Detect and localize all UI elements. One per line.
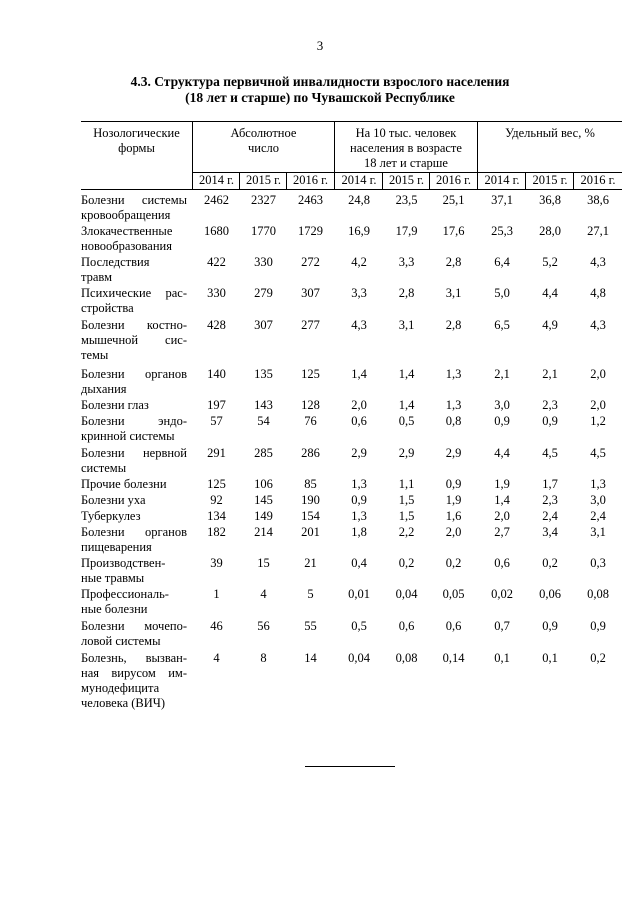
- table-cell: 2,0: [590, 367, 606, 381]
- table-cell: 125: [301, 367, 320, 381]
- table-cell: 2,1: [494, 367, 510, 381]
- table-cell: 1,6: [445, 509, 462, 523]
- header-year: 2015 г.: [532, 173, 568, 187]
- table-cell: 76: [304, 414, 317, 428]
- table-cell: 106: [254, 477, 273, 491]
- row-label: [81, 318, 187, 363]
- table-cell: 4: [260, 587, 267, 601]
- row-label-line: Болезни системы: [81, 193, 187, 207]
- table-cell: 25,1: [442, 193, 465, 207]
- table-cell: 330: [254, 255, 273, 269]
- table-cell: 2,0: [590, 398, 606, 412]
- table-cell: 21: [304, 556, 317, 570]
- table-cell: 134: [207, 509, 226, 523]
- table-cell: 4,4: [542, 286, 558, 300]
- page-number: 3: [316, 38, 324, 53]
- table-cell: 38,6: [587, 193, 609, 207]
- table-cell: 2,8: [398, 286, 415, 300]
- table-cell: 55: [304, 619, 317, 633]
- table-cell: 2,9: [445, 446, 462, 460]
- header-absolute: [193, 126, 334, 156]
- table-cell: 0,08: [395, 651, 418, 665]
- table-cell: 3,1: [445, 286, 462, 300]
- table-cell: 2,4: [542, 509, 558, 523]
- row-label-line: человека (ВИЧ): [81, 696, 166, 710]
- table-cell: 0,2: [542, 556, 558, 570]
- table-cell: 1,1: [398, 477, 415, 491]
- row-label: [81, 286, 187, 316]
- row-label-line: Болезни органов: [81, 525, 187, 539]
- table-cell: 2,0: [494, 509, 510, 523]
- table-cell: 330: [207, 286, 226, 300]
- table-cell: 2327: [251, 193, 276, 207]
- header-nosology-line: Нозологические: [93, 126, 180, 140]
- table-cell: 201: [301, 525, 320, 539]
- table-cell: 0,2: [445, 556, 462, 570]
- table-cell: 4,5: [590, 446, 606, 460]
- table-title: [0, 74, 640, 106]
- row-label: [81, 587, 187, 617]
- table-cell: 1,4: [494, 493, 510, 507]
- row-label-line: ные травмы: [81, 571, 145, 585]
- table-cell: 3,3: [351, 286, 367, 300]
- row-label: [81, 255, 187, 285]
- table-cell: 214: [254, 525, 273, 539]
- header-share: [478, 126, 622, 141]
- table-cell: 23,5: [395, 193, 418, 207]
- row-label: [81, 446, 187, 476]
- table-cell: 143: [254, 398, 273, 412]
- row-label-line: Болезни глаз: [81, 398, 149, 412]
- table-cell: 0,6: [445, 619, 462, 633]
- table-cell: 36,8: [539, 193, 561, 207]
- row-label-line: Болезни нервной: [81, 446, 187, 460]
- table-cell: 0,2: [590, 651, 606, 665]
- table-cell: 1,3: [351, 509, 367, 523]
- row-label-line: Болезни эндо-: [81, 414, 187, 428]
- table-cell: 1770: [251, 224, 276, 238]
- table-cell: 291: [207, 446, 226, 460]
- header-year: 2015 г.: [389, 173, 424, 187]
- header-absolute-line: число: [247, 141, 279, 155]
- header-nosology: [81, 126, 192, 156]
- table-cell: 4,8: [590, 286, 606, 300]
- row-label-line: ные болезни: [81, 602, 148, 616]
- table-cell: 2462: [204, 193, 229, 207]
- table-cell: 0,14: [442, 651, 465, 665]
- header-absolute-line: Абсолютное: [230, 126, 297, 140]
- table-cell: 307: [301, 286, 320, 300]
- table-cell: 85: [304, 477, 317, 491]
- table-cell: 0,01: [348, 587, 370, 601]
- table-cell: 2,0: [351, 398, 367, 412]
- table-cell: 0,4: [351, 556, 367, 570]
- table-cell: 5: [307, 587, 314, 601]
- row-label-line: Производствен-: [81, 556, 166, 570]
- row-label-line: Психические рас-: [81, 286, 187, 300]
- table-cell: 17,9: [395, 224, 418, 238]
- row-label-line: кровообращения: [81, 208, 171, 222]
- table-cell: 2,9: [398, 446, 415, 460]
- table-cell: 1,4: [351, 367, 367, 381]
- table-cell: 4,3: [351, 318, 367, 332]
- header-per-10k-line: 18 лет и старше: [364, 156, 448, 170]
- table-cell: 1,5: [398, 509, 415, 523]
- header-share-line: Удельный вес, %: [505, 126, 595, 140]
- table-cell: 2,3: [542, 493, 558, 507]
- table-cell: 0,3: [590, 556, 606, 570]
- table-cell: 2,8: [445, 255, 462, 269]
- table-cell: 197: [207, 398, 226, 412]
- table-cell: 1,3: [351, 477, 367, 491]
- row-label: [81, 493, 187, 508]
- table-cell: 149: [254, 509, 273, 523]
- table-cell: 16,9: [348, 224, 370, 238]
- header-year: 2014 г.: [484, 173, 520, 187]
- row-label-line: Болезни костно-: [81, 318, 187, 332]
- table-cell: 1,3: [445, 367, 462, 381]
- table-cell: 422: [207, 255, 226, 269]
- table-cell: 2,7: [494, 525, 510, 539]
- table-cell: 4,3: [590, 318, 606, 332]
- table-cell: 4,5: [542, 446, 558, 460]
- table-cell: 27,1: [587, 224, 609, 238]
- table-cell: 54: [257, 414, 270, 428]
- table-cell: 28,0: [539, 224, 561, 238]
- table-cell: 1680: [204, 224, 229, 238]
- row-label: [81, 224, 187, 254]
- table-cell: 0,6: [351, 414, 367, 428]
- table-cell: 0,9: [494, 414, 510, 428]
- table-cell: 285: [254, 446, 273, 460]
- table-cell: 37,1: [491, 193, 513, 207]
- table-cell: 17,6: [442, 224, 465, 238]
- row-label: [81, 509, 187, 524]
- table-cell: 0,9: [445, 477, 462, 491]
- table-cell: 0,6: [398, 619, 415, 633]
- table-cell: 3,3: [398, 255, 415, 269]
- table-cell: 56: [257, 619, 270, 633]
- table-cell: 4,4: [494, 446, 510, 460]
- row-label: [81, 367, 187, 397]
- table-cell: 277: [301, 318, 320, 332]
- table-cell: 1: [213, 587, 220, 601]
- header-year: 2015 г.: [246, 173, 281, 187]
- table-cell: 0,05: [442, 587, 465, 601]
- table-cell: 3,0: [590, 493, 606, 507]
- table-cell: 0,5: [398, 414, 415, 428]
- header-year: 2016 г.: [580, 173, 616, 187]
- table-cell: 2463: [298, 193, 323, 207]
- table-cell: 1,2: [590, 414, 606, 428]
- table-cell: 2,9: [351, 446, 367, 460]
- table-cell: 1,5: [398, 493, 415, 507]
- table-cell: 1,3: [590, 477, 606, 491]
- table-cell: 3,1: [398, 318, 415, 332]
- table-cell: 1,3: [445, 398, 462, 412]
- table-cell: 6,5: [494, 318, 510, 332]
- row-label-line: мышечной сис-: [81, 333, 187, 347]
- table-cell: 0,06: [539, 587, 561, 601]
- table-cell: 46: [210, 619, 223, 633]
- table-cell: 24,8: [348, 193, 370, 207]
- table-cell: 3,0: [494, 398, 510, 412]
- header-year: 2016 г.: [436, 173, 471, 187]
- row-label: [81, 398, 187, 413]
- table-cell: 15: [257, 556, 270, 570]
- table-cell: 0,9: [590, 619, 606, 633]
- table-cell: 190: [301, 493, 320, 507]
- header-per-10k: [335, 126, 477, 171]
- table-cell: 5,2: [542, 255, 558, 269]
- table-cell: 1,4: [398, 398, 415, 412]
- table-cell: 0,02: [491, 587, 513, 601]
- table-cell: 8: [260, 651, 267, 665]
- row-label-line: новообразования: [81, 239, 172, 253]
- table-cell: 0,7: [494, 619, 510, 633]
- table-cell: 307: [254, 318, 273, 332]
- title-line-2: (18 лет и старше) по Чувашской Республике: [185, 90, 455, 105]
- table-cell: 128: [301, 398, 320, 412]
- row-label-line: Последствия: [81, 255, 150, 269]
- table-cell: 5,0: [494, 286, 510, 300]
- table-cell: 2,4: [590, 509, 606, 523]
- header-per-10k-line: населения в возрасте: [350, 141, 462, 155]
- table-cell: 0,8: [445, 414, 462, 428]
- row-label-line: темы: [81, 348, 109, 362]
- table-cell: 57: [210, 414, 223, 428]
- table-cell: 286: [301, 446, 320, 460]
- row-label-line: мунодефицита: [81, 681, 160, 695]
- table-cell: 0,04: [348, 651, 370, 665]
- table-cell: 0,5: [351, 619, 367, 633]
- row-label-line: Профессиональ-: [81, 587, 169, 601]
- header-year: 2014 г.: [341, 173, 377, 187]
- row-label-line: системы: [81, 461, 127, 475]
- table-cell: 1,9: [494, 477, 510, 491]
- row-label-line: Болезни уха: [81, 493, 146, 507]
- table-cell: 92: [210, 493, 223, 507]
- row-label: [81, 525, 187, 555]
- row-label-line: стройства: [81, 301, 134, 315]
- header-nosology-line: формы: [118, 141, 155, 155]
- row-label-line: ловой системы: [81, 634, 161, 648]
- table-cell: 0,9: [542, 619, 558, 633]
- table-cell: 4,3: [590, 255, 606, 269]
- table-cell: 0,08: [587, 587, 609, 601]
- title-line-1: 4.3. Структура первичной инвалидности взрослого населения: [130, 74, 510, 89]
- table-cell: 2,1: [542, 367, 558, 381]
- table-cell: 2,2: [398, 525, 415, 539]
- table-cell: 6,4: [494, 255, 510, 269]
- table-cell: 0,1: [494, 651, 510, 665]
- table-cell: 1,9: [445, 493, 462, 507]
- row-label: [81, 414, 187, 444]
- footer-rule: [305, 766, 395, 767]
- table-cell: 4,9: [542, 318, 558, 332]
- row-label-line: Злокачественные: [81, 224, 173, 238]
- table-cell: 1,4: [398, 367, 415, 381]
- table-cell: 0,04: [395, 587, 418, 601]
- table-cell: 279: [254, 286, 273, 300]
- header-year: 2016 г.: [293, 173, 328, 187]
- header-year: 2014 г.: [199, 173, 234, 187]
- row-label-line: травм: [81, 270, 113, 284]
- row-label: [81, 556, 187, 586]
- table-cell: 0,9: [351, 493, 367, 507]
- row-label: [81, 193, 187, 223]
- table-cell: 1,7: [542, 477, 558, 491]
- row-label-line: Прочие болезни: [81, 477, 167, 491]
- table-cell: 4: [213, 651, 220, 665]
- table-cell: 3,4: [542, 525, 558, 539]
- table-cell: 0,1: [542, 651, 558, 665]
- row-label-line: пищеварения: [81, 540, 152, 554]
- table-cell: 140: [207, 367, 226, 381]
- table-cell: 2,0: [445, 525, 462, 539]
- table-cell: 135: [254, 367, 273, 381]
- row-label: [81, 477, 187, 492]
- row-label-line: Болезни органов: [81, 367, 187, 381]
- table-cell: 3,1: [590, 525, 606, 539]
- row-label-line: Болезнь, вызван-: [81, 651, 187, 665]
- table-cell: 0,2: [398, 556, 415, 570]
- row-label: [81, 619, 187, 649]
- table-cell: 145: [254, 493, 273, 507]
- table-cell: 25,3: [491, 224, 513, 238]
- row-label: [81, 651, 187, 711]
- table-cell: 2,8: [445, 318, 462, 332]
- table-cell: 2,3: [542, 398, 558, 412]
- row-label-line: ная вирусом им-: [81, 666, 187, 680]
- table-cell: 0,6: [494, 556, 510, 570]
- table-cell: 125: [207, 477, 226, 491]
- table-cell: 39: [210, 556, 223, 570]
- table-cell: 1,8: [351, 525, 367, 539]
- row-label-line: Туберкулез: [81, 509, 141, 523]
- table-cell: 182: [207, 525, 226, 539]
- table-cell: 154: [301, 509, 320, 523]
- table-cell: 0,9: [542, 414, 558, 428]
- table-cell: 272: [301, 255, 320, 269]
- row-label-line: дыхания: [81, 382, 127, 396]
- table-cell: 4,2: [351, 255, 367, 269]
- table-cell: 14: [304, 651, 317, 665]
- header-per-10k-line: На 10 тыс. человек: [355, 126, 457, 140]
- table-cell: 428: [207, 318, 226, 332]
- row-label-line: кринной системы: [81, 429, 175, 443]
- row-label-line: Болезни мочепо-: [81, 619, 187, 633]
- table-cell: 1729: [298, 224, 323, 238]
